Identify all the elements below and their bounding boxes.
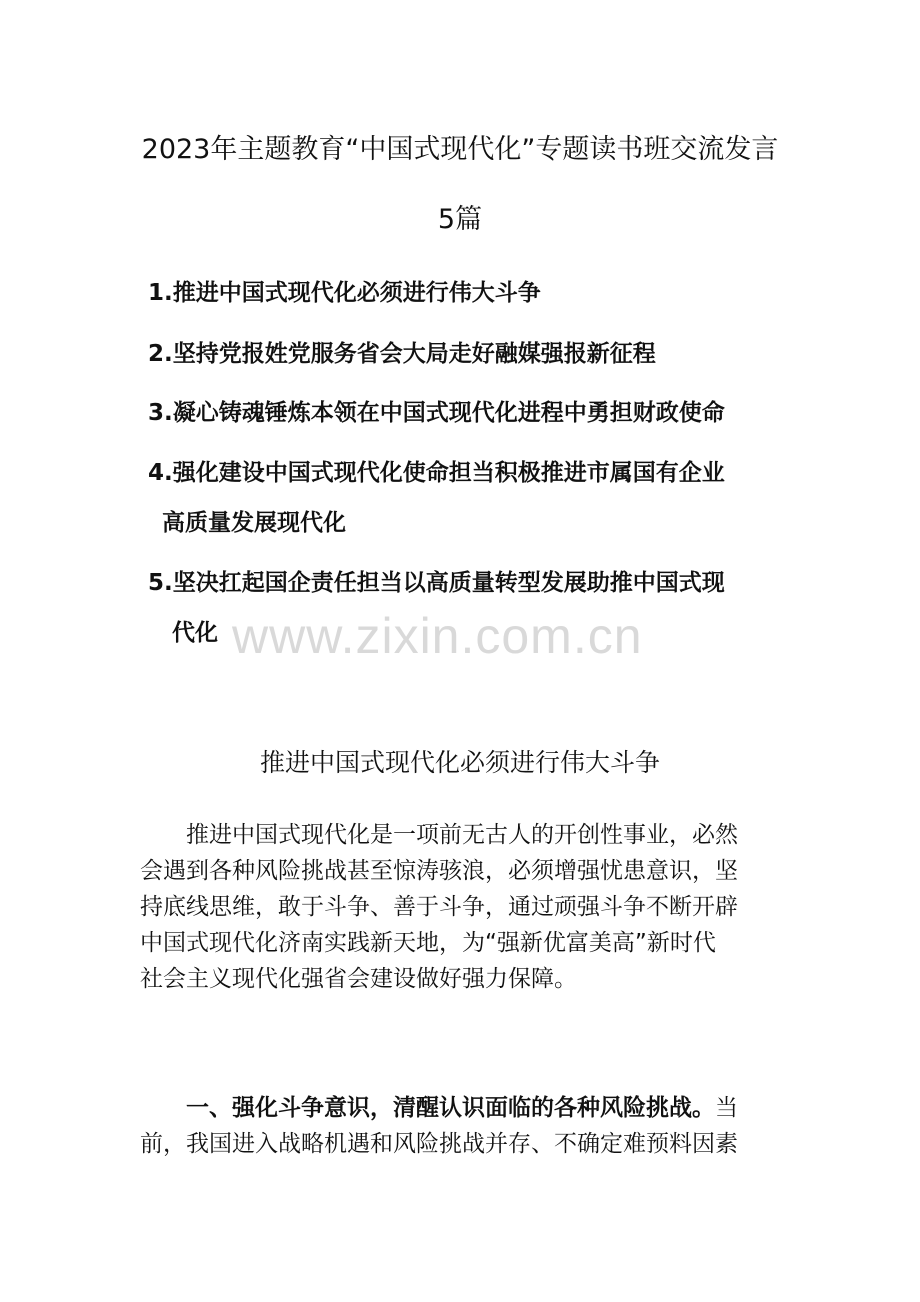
toc-item-4: 4.强化建设中国式现代化使命担当积极推进市属国有企业	[148, 460, 725, 486]
document-title-line-2: 5篇	[437, 204, 483, 235]
toc-item-1: 1.推进中国式现代化必须进行伟大斗争	[148, 280, 541, 306]
paragraph-1-line-4: 中国式现代化济南实践新天地，为“强新优富美高”新时代	[140, 930, 716, 956]
toc-item-4-continuation: 高质量发展现代化	[162, 510, 346, 536]
paragraph-2	[140, 1090, 780, 1162]
paragraph-2-text-start: 当	[715, 1095, 738, 1121]
watermark: www.zixin.com.cn	[232, 608, 643, 664]
paragraph-1-line-3: 持底线思维，敢于斗争、善于斗争，通过顽强斗争不断开辟	[140, 894, 738, 920]
toc-item-5: 5.坚决扛起国企责任担当以高质量转型发展助推中国式现	[148, 570, 725, 596]
paragraph-1-line-1: 推进中国式现代化是一项前无古人的开创性事业，必然	[186, 822, 738, 848]
paragraph-2-line-1	[140, 1090, 780, 1126]
paragraph-1-line-2: 会遇到各种风险挑战甚至惊涛骇浪，必须增强忧患意识，坚	[140, 858, 738, 884]
toc-item-3: 3.凝心铸魂锤炼本领在中国式现代化进程中勇担财政使命	[148, 400, 725, 426]
toc-item-2: 2.坚持党报姓党服务省会大局走好融媒强报新征程	[148, 341, 656, 367]
document-title-line-1: 2023年主题教育“中国式现代化”专题读书班交流发言	[141, 134, 779, 165]
toc-item-5-continuation: 代化	[172, 620, 218, 646]
section-title: 推进中国式现代化必须进行伟大斗争	[259, 748, 660, 777]
paragraph-2-heading: 一、强化斗争意识，清醒认识面临的各种风险挑战。	[186, 1095, 715, 1121]
paragraph-1-line-5: 社会主义现代化强省会建设做好强力保障。	[140, 966, 577, 992]
paragraph-2-line-2: 前，我国进入战略机遇和风险挑战并存、不确定难预料因素	[140, 1131, 738, 1157]
paragraph-1	[140, 817, 780, 997]
